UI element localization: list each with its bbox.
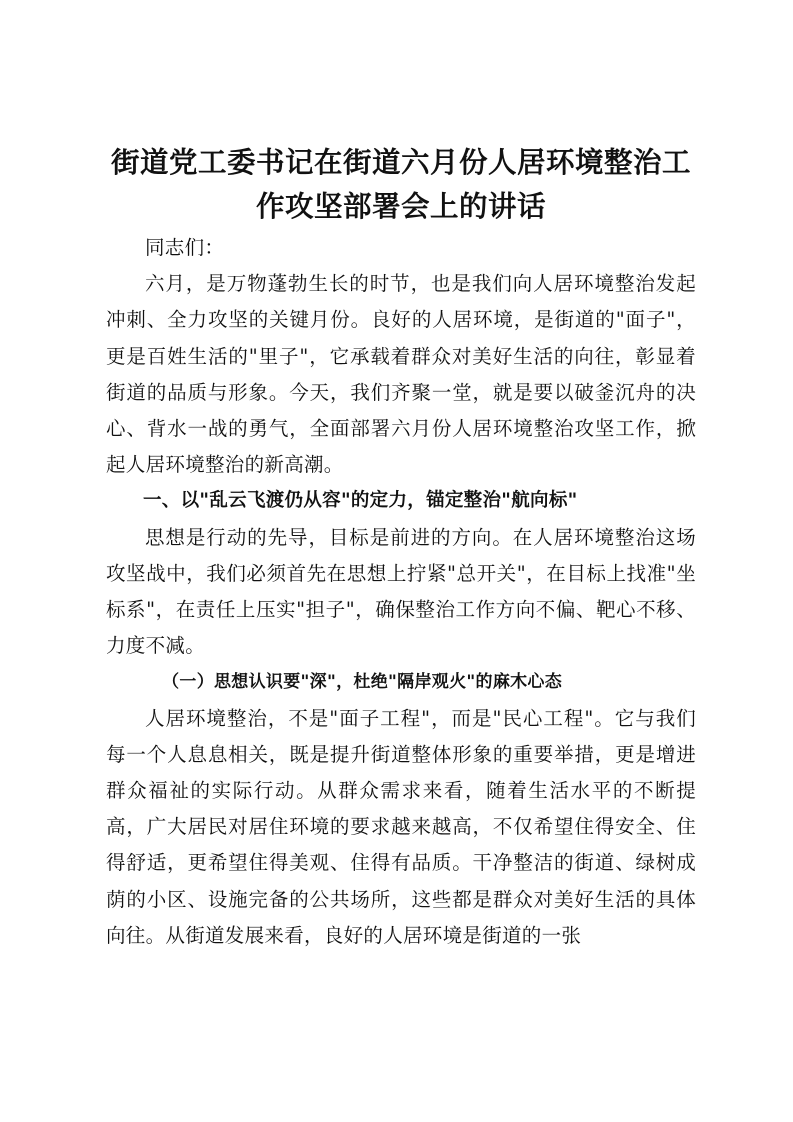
section-1-paragraph: 思想是行动的先导，目标是前进的方向。在人居环境整治这场攻坚战中，我们必须首先在思想上拧紧"总开关"，在目标上找准"坐标系"，在责任上压实"担子"，确保整治工作方向不偏、靶心不移、力度不减。 (106, 525, 696, 658)
intro-paragraph: 六月，是万物蓬勃生长的时节，也是我们向人居环境整治发起冲刺、全力攻坚的关键月份。良好的人居环境，是街道的"面子"，更是百姓生活的"里子"，它承载着群众对美好生活的向往，彰显着街道的品质与形象。今天，我们齐聚一堂，就是要以破釜沉舟的决心、背水一战的勇气，全面部署六月份人居环境整治攻坚工作，掀起人居环境整治的新高潮。 (106, 272, 696, 477)
title-line-1: 街道党工委书记在街道六月份人居环境整治工 (110, 145, 691, 179)
subsection-1-paragraph: 人居环境整治，不是"面子工程"，而是"民心工程"。它与我们每一个人息息相关，既是提升街道整体形象的重要举措，更是增进群众福祉的实际行动。从群众需求来看，随着生活水平的不断提高，广大居民对居住环境的要求越来越高，不仅希望住得安全、住得舒适，更希望住得美观、住得有品质。干净整洁的街道、绿树成荫的小区、设施完备的公共场所，这些都是群众对美好生活的具体向往。从街道发展来看，良好的人居环境是街道的一张 (106, 706, 696, 947)
subsection-1-heading: （一）思想认识要"深"，杜绝"隔岸观火"的麻木心态 (162, 672, 563, 693)
salutation: 同志们： (145, 236, 225, 259)
title-line-2: 作攻坚部署会上的讲话 (255, 189, 546, 223)
document-page (106, 140, 696, 954)
document-title (106, 140, 696, 228)
section-1-heading: 一、以"乱云飞渡仍从容"的定力，锚定整治"航向标" (143, 490, 578, 512)
